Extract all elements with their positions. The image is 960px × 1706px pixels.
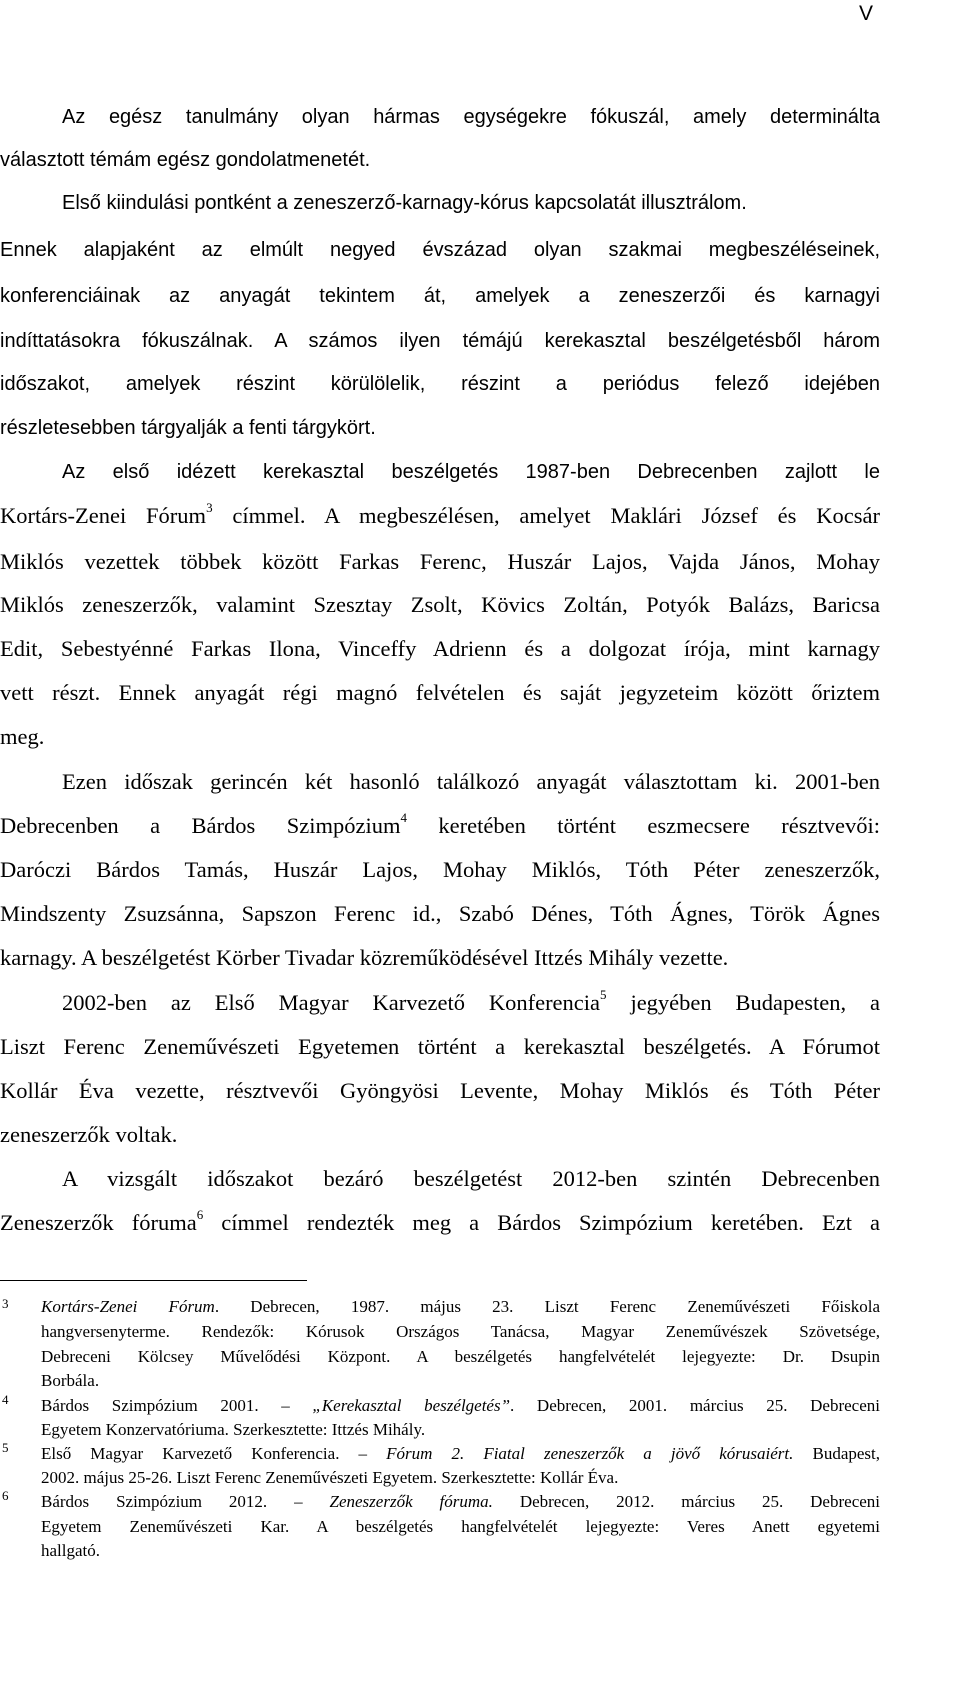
footnote-line: Debreceni Kölcsey Művelődési Központ. A beszélgetés hangfelvételét lejegyezte: Dr. Dsupin bbox=[41, 1347, 880, 1366]
footnote-number: 3 bbox=[2, 1296, 9, 1311]
text-line: Daróczi Bárdos Tamás, Huszár Lajos, Mohay Miklós, Tóth Péter zeneszerzők, bbox=[0, 857, 880, 882]
footnote-ref: 3 bbox=[206, 500, 213, 515]
footnote-ref: 6 bbox=[196, 1207, 204, 1222]
text-line: Kortárs-Zenei Fórum$^3$ címmel. A megbeszélésen, amelyet Maklári József és Kocsár bbox=[0, 500, 880, 528]
footnote-line: Első Magyar Karvezető Konferencia. – Fórum 2. Fiatal zeneszerzők a jövő kórusaiért. Budapest, bbox=[41, 1444, 880, 1463]
text-line: Az első idézett kerekasztal beszélgetés 1987-ben Debrecenben zajlott le bbox=[62, 461, 880, 483]
text-line: meg. bbox=[0, 724, 45, 749]
footnote-line: 2002. május 25-26. Liszt Ferenc Zeneművészeti Egyetem. Szerkesztette: Kollár Éva. bbox=[41, 1468, 619, 1487]
text-line: Edit, Sebestyénné Farkas Ilona, Vinceffy Adrienn és a dolgozat írója, mint karnagy bbox=[0, 636, 880, 661]
text-line: zeneszerzők voltak. bbox=[0, 1122, 178, 1147]
footnote-line: Egyetem Konzervatóriuma. Szerkesztette: Ittzés Mihály. bbox=[41, 1420, 426, 1439]
text-line: Miklós vezettek többek között Farkas Ferenc, Huszár Lajos, Vajda János, Mohay bbox=[0, 549, 880, 574]
text-line: Ennek alapjaként az elmúlt negyed évszázad olyan szakmai megbeszéléseinek, bbox=[0, 239, 880, 261]
text-line: Miklós zeneszerzők, valamint Szesztay Zsolt, Kövics Zoltán, Potyók Balázs, Baricsa bbox=[0, 592, 880, 617]
text-line: Mindszenty Zsuzsánna, Sapszon Ferenc id., Szabó Dénes, Tóth Ágnes, Török Ágnes bbox=[0, 901, 880, 926]
footnote-line: Bárdos Szimpózium 2001. – „Kerekasztal beszélgetés”. Debrecen, 2001. március 25. Debreceni bbox=[41, 1396, 880, 1415]
text-line: Első kiindulási pontként a zeneszerző-karnagy-kórus kapcsolatát illusztrálom. bbox=[62, 192, 747, 214]
text-line: vett részt. Ennek anyagát régi magnó felvételen és saját jegyzeteim között őriztem bbox=[0, 680, 880, 705]
text-line: Kollár Éva vezette, résztvevői Gyöngyösi Levente, Mohay Miklós és Tóth Péter bbox=[0, 1078, 880, 1103]
text-line: választott témám egész gondolatmenetét. bbox=[0, 149, 371, 171]
footnote-number: 6 bbox=[2, 1488, 9, 1503]
event-title: Kortárs-Zenei Fórum bbox=[0, 503, 207, 528]
footnote-line: hallgató. bbox=[41, 1541, 101, 1560]
footnote-line: hangversenyterme. Rendezők: Kórusok Országos Tanácsa, Magyar Zeneművészek Szövetsége, bbox=[41, 1322, 880, 1341]
text-line: A vizsgált időszakot bezáró beszélgetést 2012-ben szintén Debrecenben bbox=[62, 1166, 880, 1191]
text-line: részletesebben tárgyalják a fenti tárgykört. bbox=[0, 417, 376, 439]
footnote-line: Egyetem Zeneművészeti Kar. A beszélgetés hangfelvételét lejegyezte: Veres Anett egyetemi bbox=[41, 1517, 880, 1536]
text-line: 2002-ben az Első Magyar Karvezető Konferencia$^5$ jegyében Budapesten, a bbox=[62, 987, 881, 1015]
footnote-line: Bárdos Szimpózium 2012. – Zeneszerzők fóruma. Debrecen, 2012. március 25. Debreceni bbox=[41, 1492, 881, 1511]
text-line: Zeneszerzők fóruma$^6$ címmel rendezték meg a Bárdos Szimpózium keretében. Ezt a bbox=[0, 1207, 880, 1235]
footnote-line: Kortárs-Zenei Fórum. Debrecen, 1987. május 23. Liszt Ferenc Zeneművészeti Főiskola bbox=[41, 1297, 880, 1316]
text-line: Az egész tanulmány olyan hármas egységekre fókuszál, amely determinálta bbox=[62, 106, 880, 128]
footnote-number: 4 bbox=[2, 1392, 9, 1407]
footnote-line: Borbála. bbox=[41, 1371, 100, 1390]
footnote-ref: 5 bbox=[600, 987, 607, 1002]
text-line: konferenciáinak az anyagát tekintem át, amelyek a zeneszerzői és karnagyi bbox=[0, 285, 880, 307]
footnote-number: 5 bbox=[2, 1440, 9, 1455]
page-number: V bbox=[858, 2, 873, 25]
text-line: indíttatásokra fókuszálnak. A számos ilyen témájú kerekasztal beszélgetésből három bbox=[0, 330, 880, 352]
text-line: Liszt Ferenc Zeneművészeti Egyetemen történt a kerekasztal beszélgetés. A Fórumot bbox=[0, 1034, 880, 1059]
text-line: Ezen időszak gerincén két hasonló találkozó anyagát választottam ki. 2001-ben bbox=[62, 769, 880, 794]
text-line: Debrecenben a Bárdos Szimpózium$^4$ keretében történt eszmecsere résztvevői: bbox=[0, 810, 881, 838]
footnote-ref: 4 bbox=[400, 810, 407, 825]
text-line: időszakot, amelyek részint körülölelik, részint a periódus felező idejében bbox=[0, 373, 880, 395]
footnote-separator bbox=[0, 1280, 307, 1281]
text-line: karnagy. A beszélgetést Körber Tivadar közreműködésével Ittzés Mihály vezette. bbox=[0, 945, 729, 970]
